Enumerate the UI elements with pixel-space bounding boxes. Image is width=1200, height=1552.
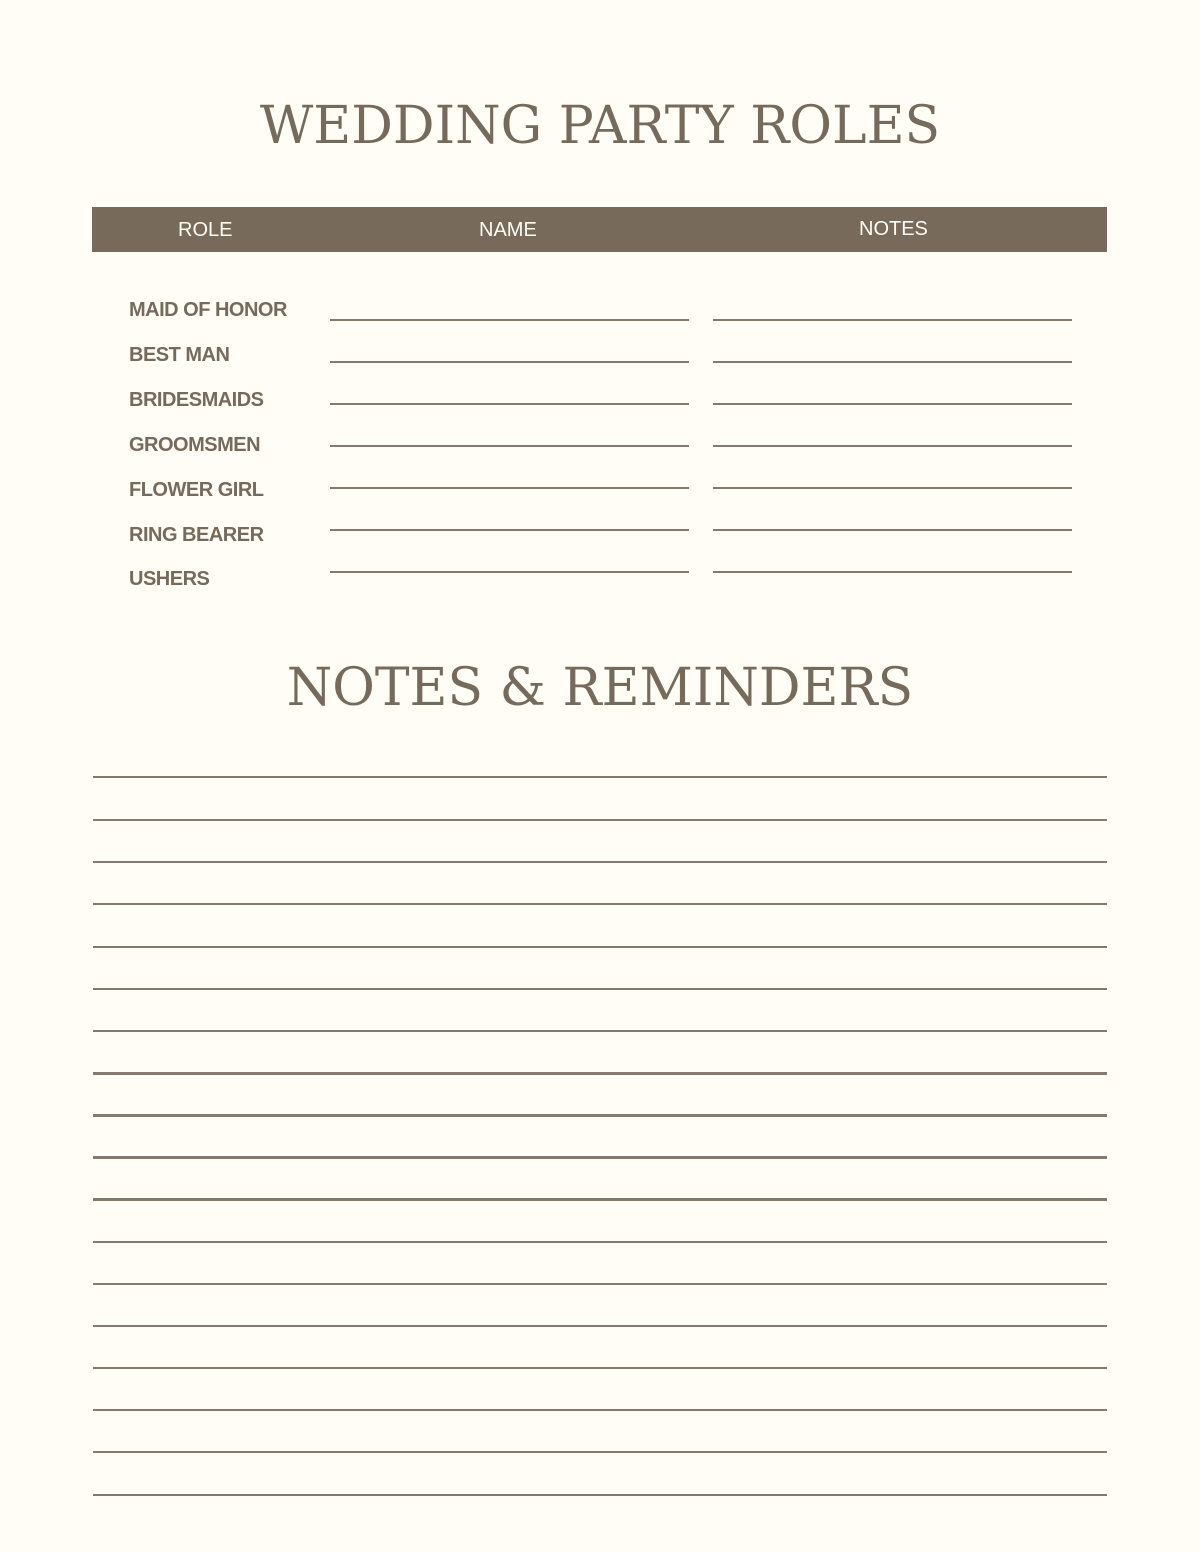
- name-field[interactable]: [330, 403, 689, 405]
- role-label: GROOMSMEN: [129, 434, 261, 456]
- notes-title: NOTES & REMINDERS: [286, 658, 914, 718]
- note-line[interactable]: [93, 988, 1107, 990]
- note-line[interactable]: [93, 1367, 1107, 1369]
- note-line[interactable]: [93, 946, 1107, 948]
- role-label: BEST MAN: [129, 344, 230, 366]
- page-title: WEDDING PARTY ROLES: [259, 96, 941, 156]
- role-label: MAID OF HONOR: [129, 299, 287, 321]
- note-line[interactable]: [93, 861, 1107, 863]
- name-field[interactable]: [330, 571, 689, 573]
- table-row: [0, 478, 1200, 508]
- table-row: [0, 298, 1200, 328]
- table-row: [0, 343, 1200, 373]
- name-field[interactable]: [330, 445, 689, 447]
- note-line[interactable]: [93, 1451, 1107, 1453]
- note-line[interactable]: [93, 1198, 1107, 1201]
- note-line[interactable]: [93, 1114, 1107, 1117]
- table-row: [0, 388, 1200, 418]
- note-line[interactable]: [93, 1241, 1107, 1243]
- note-line[interactable]: [93, 776, 1107, 778]
- notes-field[interactable]: [713, 445, 1072, 447]
- note-line[interactable]: [93, 1409, 1107, 1411]
- notes-field[interactable]: [713, 571, 1072, 573]
- note-line[interactable]: [93, 1283, 1107, 1285]
- note-line[interactable]: [93, 1156, 1107, 1159]
- notes-field[interactable]: [713, 487, 1072, 489]
- notes-field[interactable]: [713, 403, 1072, 405]
- notes-field[interactable]: [713, 529, 1072, 531]
- note-line[interactable]: [93, 1030, 1107, 1032]
- table-row: [0, 567, 1200, 597]
- column-header-name: NAME: [479, 219, 537, 241]
- name-field[interactable]: [330, 487, 689, 489]
- notes-field[interactable]: [713, 361, 1072, 363]
- role-label: BRIDESMAIDS: [129, 389, 264, 411]
- notes-field[interactable]: [713, 319, 1072, 321]
- role-label: RING BEARER: [129, 524, 264, 546]
- table-row: [0, 523, 1200, 553]
- note-line[interactable]: [93, 903, 1107, 905]
- name-field[interactable]: [330, 361, 689, 363]
- note-line[interactable]: [93, 1325, 1107, 1327]
- note-line[interactable]: [93, 819, 1107, 821]
- name-field[interactable]: [330, 529, 689, 531]
- table-row: [0, 433, 1200, 463]
- role-label: FLOWER GIRL: [129, 479, 264, 501]
- role-label: USHERS: [129, 568, 210, 590]
- table-header: [92, 207, 1107, 252]
- name-field[interactable]: [330, 319, 689, 321]
- column-header-notes: NOTES: [859, 218, 928, 240]
- note-line[interactable]: [93, 1494, 1107, 1496]
- note-line[interactable]: [93, 1072, 1107, 1075]
- column-header-role: ROLE: [178, 219, 233, 241]
